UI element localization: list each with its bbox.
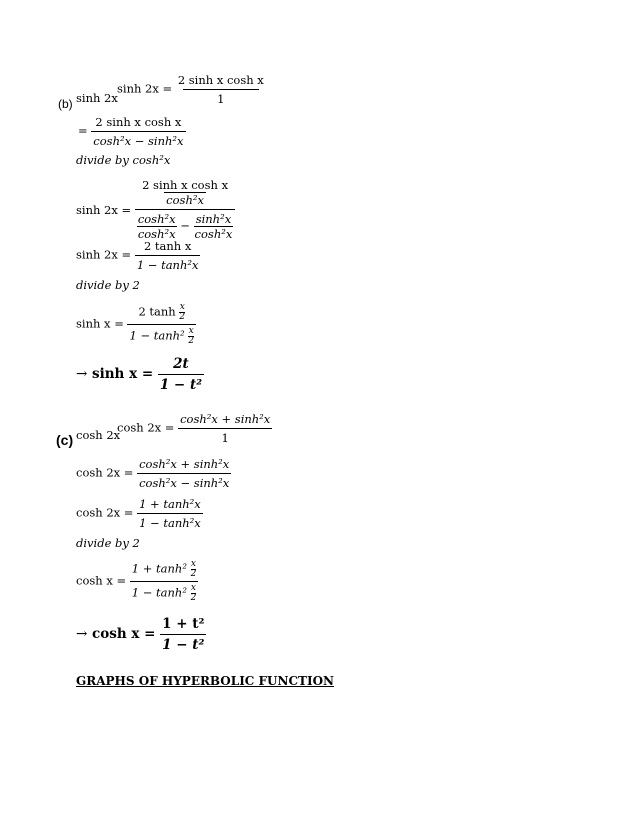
half-fraction [188, 327, 194, 346]
inner-denominator: cosh²x [166, 193, 204, 207]
term2-num: sinh²x [195, 212, 232, 226]
section-heading-graphs: GRAPHS OF HYPERBOLIC FUNCTION [76, 674, 334, 688]
part-c-lhs: cosh 2x [76, 428, 121, 442]
part-b-step2-lhs: sinh 2x = [76, 202, 132, 217]
part-b-note-divide-cosh: divide by cosh²x [76, 153, 171, 167]
term1-num: cosh²x [137, 212, 176, 226]
part-b-step3-lhs: sinh 2x = [76, 247, 132, 262]
half-num: x [179, 302, 185, 312]
half-fraction [191, 560, 197, 579]
numerator: 1 + tanh²x [139, 497, 201, 511]
half-num: x [190, 583, 196, 593]
numerator-text: 2 tanh [138, 304, 176, 319]
part-c-result-fraction [160, 616, 206, 653]
part-b-label: (b) [58, 97, 73, 111]
part-b-step2-complex-fraction [135, 178, 236, 241]
part-c-step2 [76, 497, 203, 530]
part-c-step2-fraction [137, 497, 203, 530]
inner-fraction [140, 178, 230, 207]
numerator-text: 1 + tanh² [131, 561, 187, 576]
half-den: 2 [190, 569, 197, 579]
arrow-right-icon: → [76, 366, 88, 382]
numerator [138, 178, 232, 209]
term1-den: cosh²x [137, 227, 176, 241]
part-c-step0-fraction [178, 412, 272, 445]
numerator [136, 303, 187, 324]
denominator: 1 − tanh²x [135, 255, 201, 272]
half-fraction [179, 303, 185, 322]
part-c-step3-lhs: cosh x = [76, 573, 127, 588]
part-b-step0-lhs: sinh 2x = [117, 81, 173, 96]
part-c-step0 [117, 412, 272, 445]
arrow-right-icon: → [76, 626, 88, 642]
numerator: 2 sinh x cosh x [177, 73, 264, 87]
part-c-result-lhs: cosh x = [92, 626, 156, 642]
half-num: x [188, 326, 194, 336]
part-b-step1 [78, 115, 186, 148]
part-c-step3 [76, 560, 198, 603]
part-c-result [76, 616, 206, 653]
denominator: cosh²x − sinh²x [137, 473, 231, 490]
part-b-lhs: sinh 2x [76, 91, 118, 105]
part-b-step3 [76, 239, 200, 272]
numerator: 2t [173, 356, 189, 372]
part-c-step0-lhs: cosh 2x = [117, 420, 175, 435]
denominator-text: 1 − tanh² [129, 328, 185, 343]
part-b-note-divide-2: divide by 2 [76, 278, 140, 292]
denominator: 1 − t² [160, 634, 206, 653]
part-b-step1-fraction [91, 115, 185, 148]
part-c-note-divide-2: divide by 2 [76, 536, 140, 550]
equals-sign: = [78, 123, 88, 138]
numerator: 2 tanh x [143, 239, 192, 253]
numerator: 2 sinh x cosh x [95, 115, 182, 129]
half-den: 2 [190, 593, 197, 603]
numerator: cosh²x + sinh²x [139, 457, 230, 471]
denominator [130, 581, 199, 603]
part-b-result-lhs: sinh x = [92, 366, 154, 382]
term2-den: cosh²x [194, 227, 233, 241]
part-b-step4-fraction [127, 303, 196, 346]
part-b-step0-fraction [176, 73, 266, 106]
part-b-step2 [76, 178, 235, 241]
part-c-step1-fraction [137, 457, 231, 490]
part-b-step3-fraction [135, 239, 201, 272]
denominator: cosh²x − sinh²x [91, 131, 185, 148]
denominator-text: 1 − tanh² [131, 585, 187, 600]
half-den: 2 [179, 312, 186, 322]
part-c-step1-lhs: cosh 2x = [76, 465, 134, 480]
half-den: 2 [188, 336, 195, 346]
denominator: 1 − tanh²x [137, 513, 203, 530]
part-c-label: (c) [56, 432, 74, 448]
part-b-result-fraction [158, 356, 204, 393]
denominator [135, 209, 236, 241]
denominator: 1 [178, 428, 272, 445]
part-c-step2-lhs: cosh 2x = [76, 505, 134, 520]
numerator: cosh²x + sinh²x [180, 412, 271, 426]
half-num: x [190, 559, 196, 569]
half-fraction [191, 584, 197, 603]
inner-numerator: 2 sinh x cosh x [142, 178, 229, 192]
part-c-step1 [76, 457, 231, 490]
term2 [194, 212, 234, 241]
part-b-step4 [76, 303, 196, 346]
part-b-result [76, 356, 204, 393]
part-b-step0 [117, 73, 266, 106]
minus-sign: − [180, 218, 190, 233]
denominator [127, 324, 196, 346]
denominator: 1 − t² [158, 374, 204, 393]
part-c-step3-fraction [130, 560, 199, 603]
numerator [130, 560, 199, 581]
numerator: 1 + t² [162, 616, 205, 632]
term1 [137, 212, 177, 241]
denominator: 1 [183, 89, 259, 106]
part-b-step4-lhs: sinh x = [76, 316, 124, 331]
